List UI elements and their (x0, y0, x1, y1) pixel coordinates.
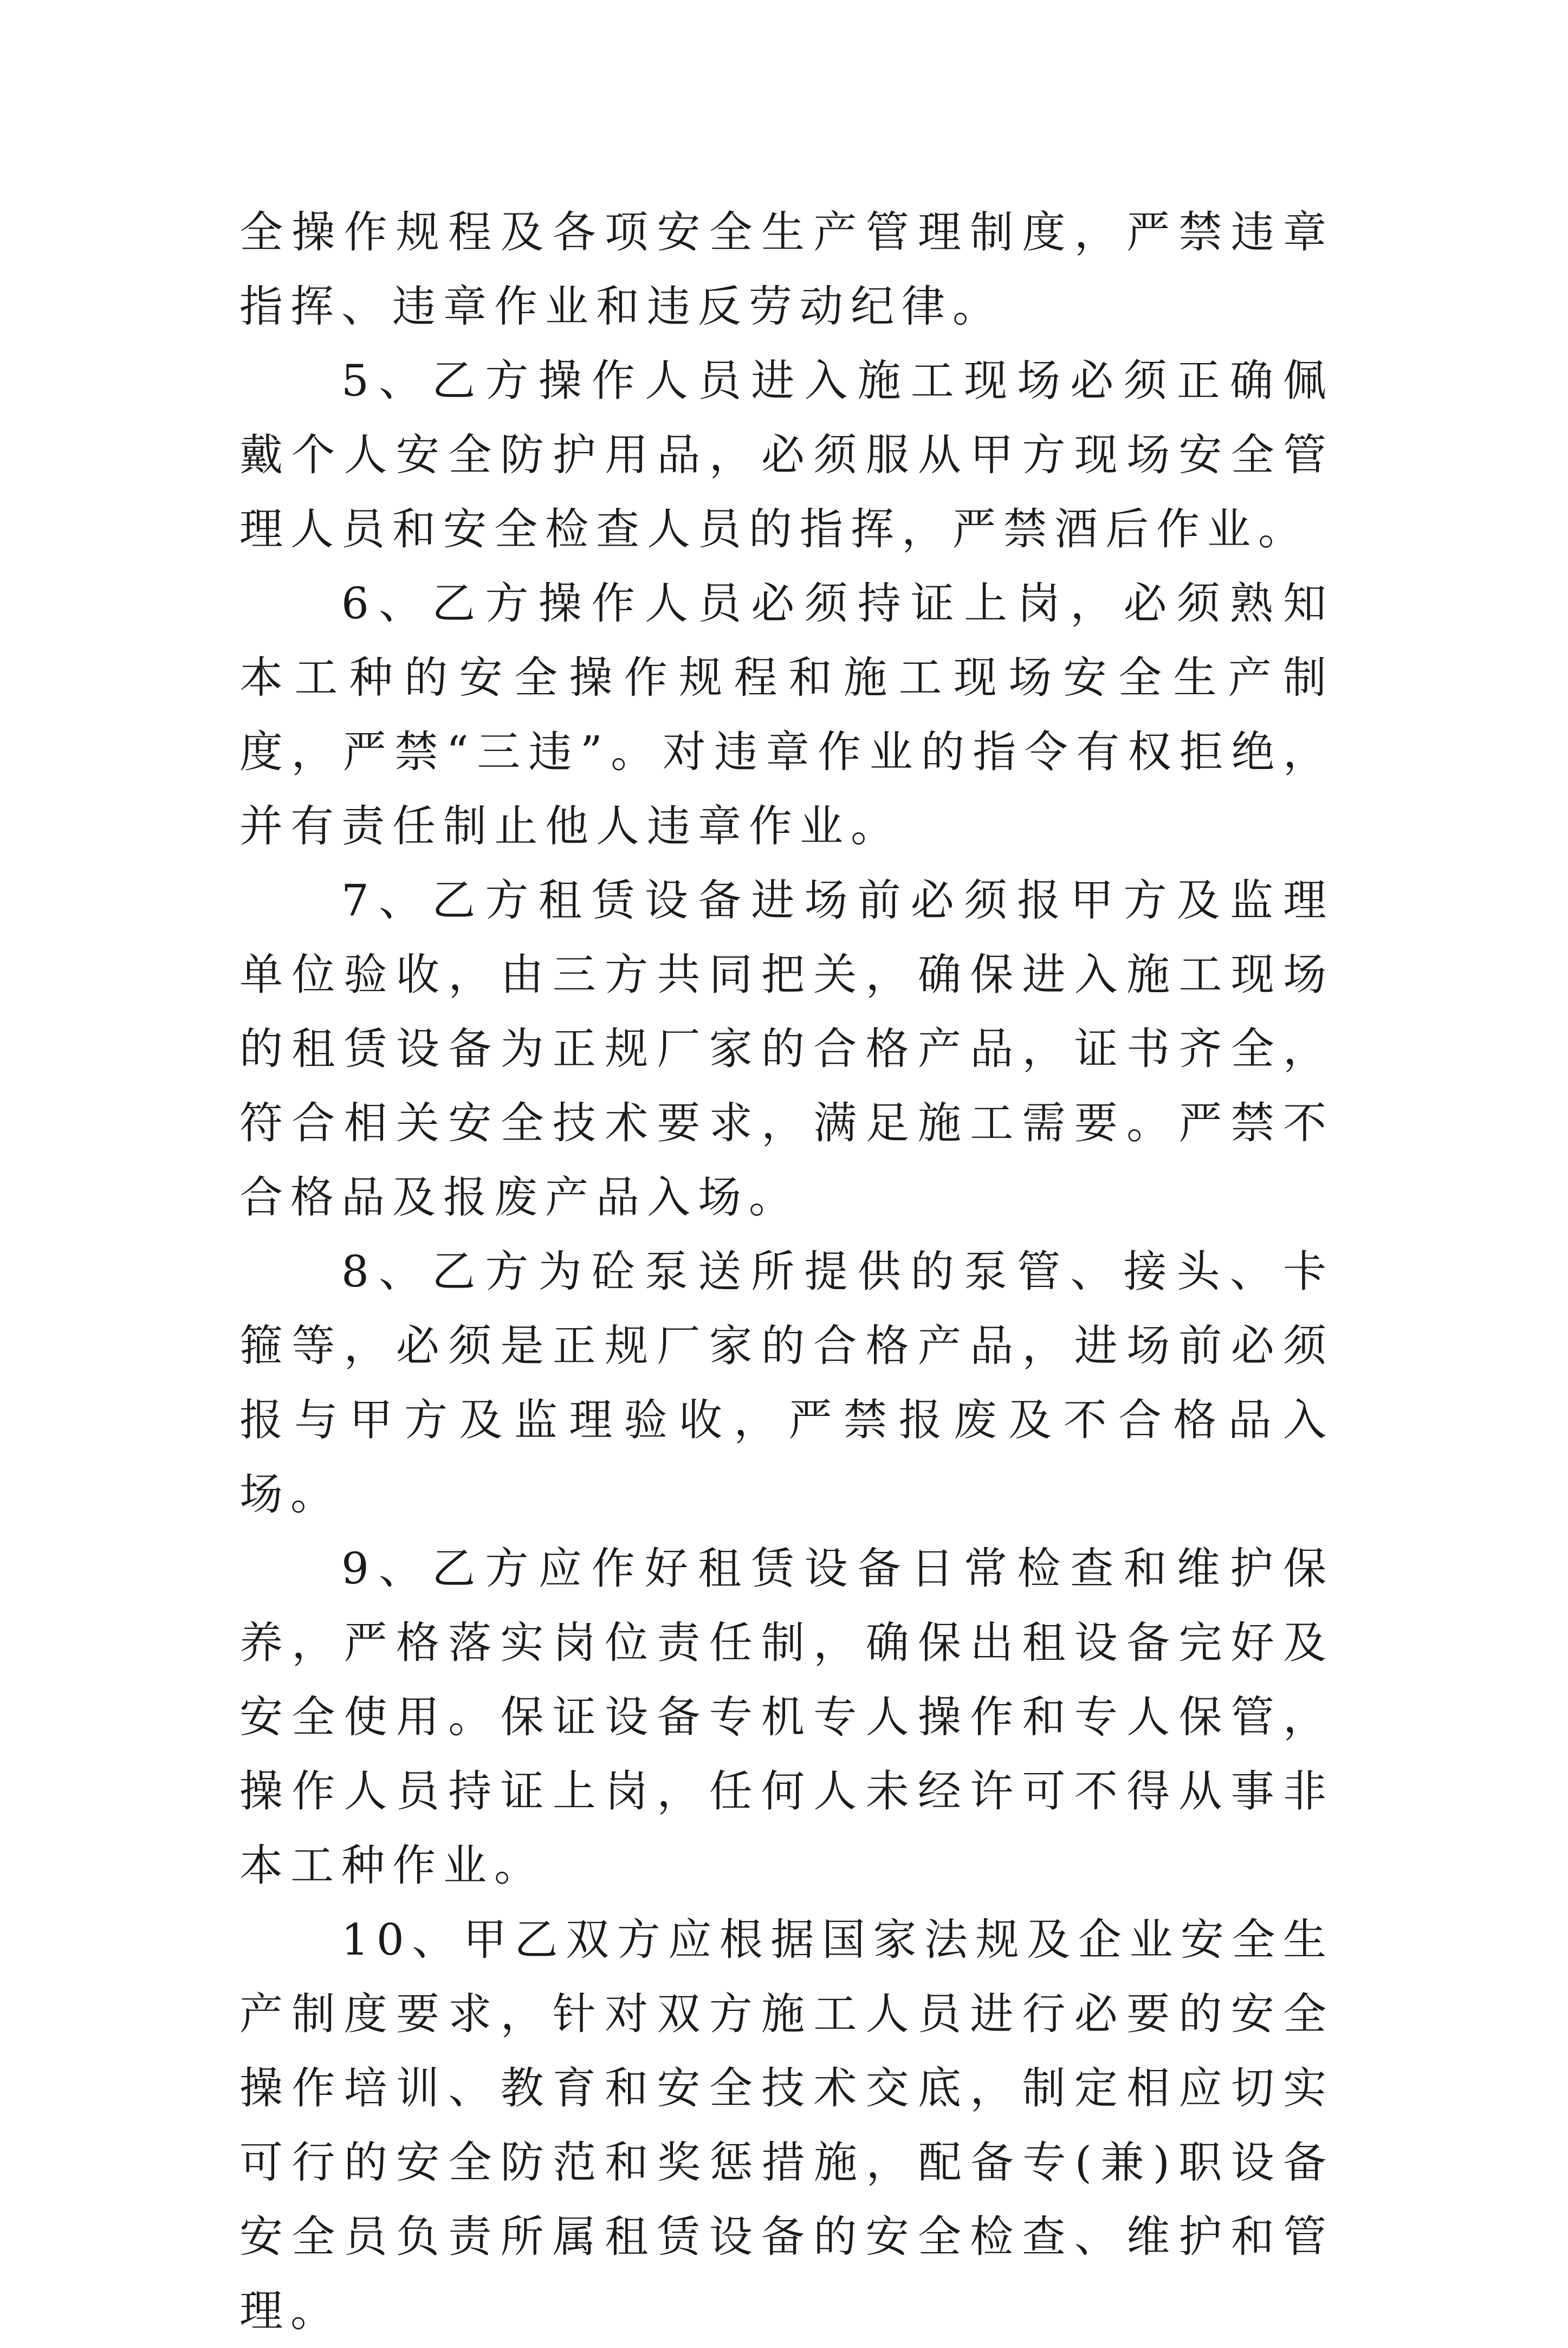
paragraph-item-10: 10、甲乙双方应根据国家法规及企业安全生产制度要求，针对双方施工人员进行必要的安全操作培训、教育和安全技术交底，制定相应切实可行的安全防范和奖惩措施，配备专(兼)职设备安全员负责所属租赁设备的安全检查、维护和管理。 (239, 1914, 1334, 2336)
paragraph-item-9: 9、乙方应作好租赁设备日常检查和维护保养，严格落实岗位责任制，确保出租设备完好及安全使用。保证设备专机专人操作和专人保管，操作人员持证上岗，任何人未经许可不得从事非本工种作业。 (239, 1543, 1334, 1891)
paragraph-item-6: 6、乙方操作人员必须持证上岗，必须熟知本工种的安全操作规程和施工现场安全生产制度，严禁“三违”。对违章作业的指令有权拒绝，并有责任制止他人违章作业。 (239, 578, 1334, 851)
paragraph-continuation: 全操作规程及各项安全生产管理制度，严禁违章指挥、违章作业和违反劳动纪律。 (239, 207, 1334, 332)
paragraph-item-7: 7、乙方租赁设备进场前必须报甲方及监理单位验收，由三方共同把关，确保进入施工现场的租赁设备为正规厂家的合格产品，证书齐全，符合相关安全技术要求，满足施工需要。严禁不合格品及报废产品入场。 (239, 875, 1334, 1222)
paragraph-item-5: 5、乙方操作人员进入施工现场必须正确佩戴个人安全防护用品，必须服从甲方现场安全管理人员和安全检查人员的指挥，严禁酒后作业。 (239, 355, 1334, 554)
document-body (239, 195, 1334, 2348)
paragraph-item-8: 8、乙方为砼泵送所提供的泵管、接头、卡箍等，必须是正规厂家的合格产品，进场前必须报与甲方及监理验收，严禁报废及不合格品入场。 (239, 1246, 1334, 1519)
